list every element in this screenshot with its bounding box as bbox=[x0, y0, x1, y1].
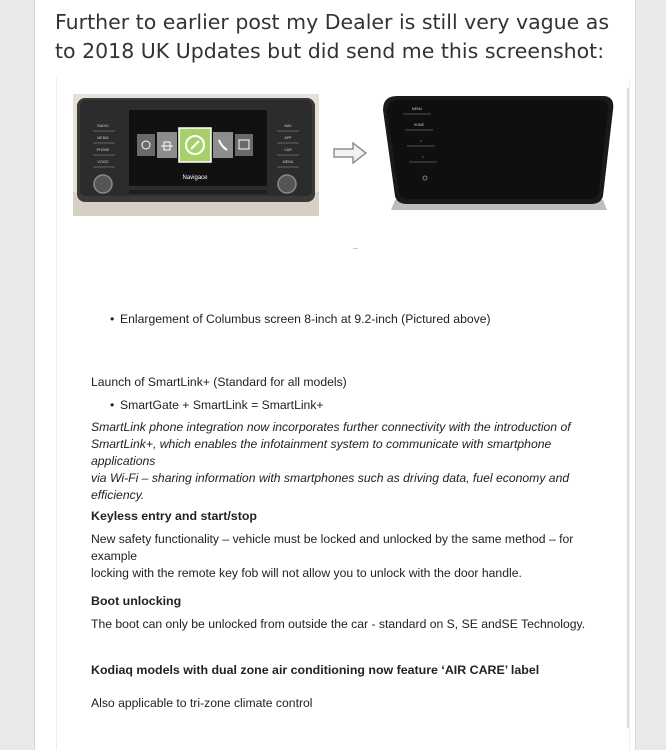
svg-text:VOICE: VOICE bbox=[97, 160, 109, 164]
list-item: • SmartGate + SmartLink = SmartLink+ bbox=[120, 397, 324, 414]
current-infotainment-unit bbox=[73, 94, 319, 216]
tune-knob[interactable] bbox=[278, 175, 296, 193]
volume-knob[interactable] bbox=[94, 175, 112, 193]
list-item: • Enlargement of Columbus screen 8-inch at 9.2-inch (Pictured above) bbox=[120, 311, 491, 328]
svg-text:•: • bbox=[422, 155, 424, 159]
kodiaq-paragraph: Also applicable to tri-zone climate control bbox=[91, 696, 313, 710]
svg-text:CAR: CAR bbox=[284, 148, 292, 152]
smartlink-heading: Launch of SmartLink+ (Standard for all models) bbox=[91, 375, 347, 389]
screen-label: Navigace bbox=[182, 175, 208, 181]
svg-text:RADIO: RADIO bbox=[97, 124, 109, 128]
svg-text:MENU: MENU bbox=[412, 107, 422, 111]
keyless-heading: Keyless entry and start/stop bbox=[91, 509, 257, 523]
boot-paragraph: The boot can only be unlocked from outside the car - standard on S, SE andSE Technology. bbox=[91, 617, 586, 631]
post-text: Further to earlier post my Dealer is still very vague as to 2018 UK Updates but did send me this screenshot: bbox=[55, 10, 610, 63]
svg-text:PHONE: PHONE bbox=[96, 148, 110, 152]
svg-text:NAV: NAV bbox=[284, 124, 292, 128]
kodiaq-heading: Kodiaq models with dual zone air conditioning now feature ‘AIR CARE’ label bbox=[91, 663, 540, 677]
arrow-right-icon bbox=[333, 142, 367, 164]
separator-mark bbox=[353, 248, 358, 249]
svg-text:HOME: HOME bbox=[413, 123, 425, 127]
svg-text:MENU: MENU bbox=[282, 160, 294, 164]
boot-heading: Boot unlocking bbox=[91, 594, 182, 608]
new-infotainment-unit bbox=[377, 92, 621, 216]
keyless-paragraph: New safety functionality – vehicle must be locked and unlocked by the same method – for example locking with the remote key fob will not allow you to unlock with the door handle. bbox=[91, 532, 574, 580]
screenshot-edge bbox=[627, 88, 629, 728]
svg-text:APP: APP bbox=[284, 136, 292, 140]
attached-screenshot[interactable] bbox=[57, 78, 629, 750]
svg-text:•: • bbox=[420, 139, 422, 143]
smartlink-paragraph: SmartLink phone integration now incorporates further connectivity with the introduction of SmartLink+, which enables the infotainment system to communicate with smartphone applications via Wi-Fi – sharing information with smartphones such as driving data, fuel economy and efficiency. bbox=[91, 420, 571, 502]
post-card bbox=[34, 0, 636, 750]
svg-text:MEDIA: MEDIA bbox=[97, 136, 109, 140]
